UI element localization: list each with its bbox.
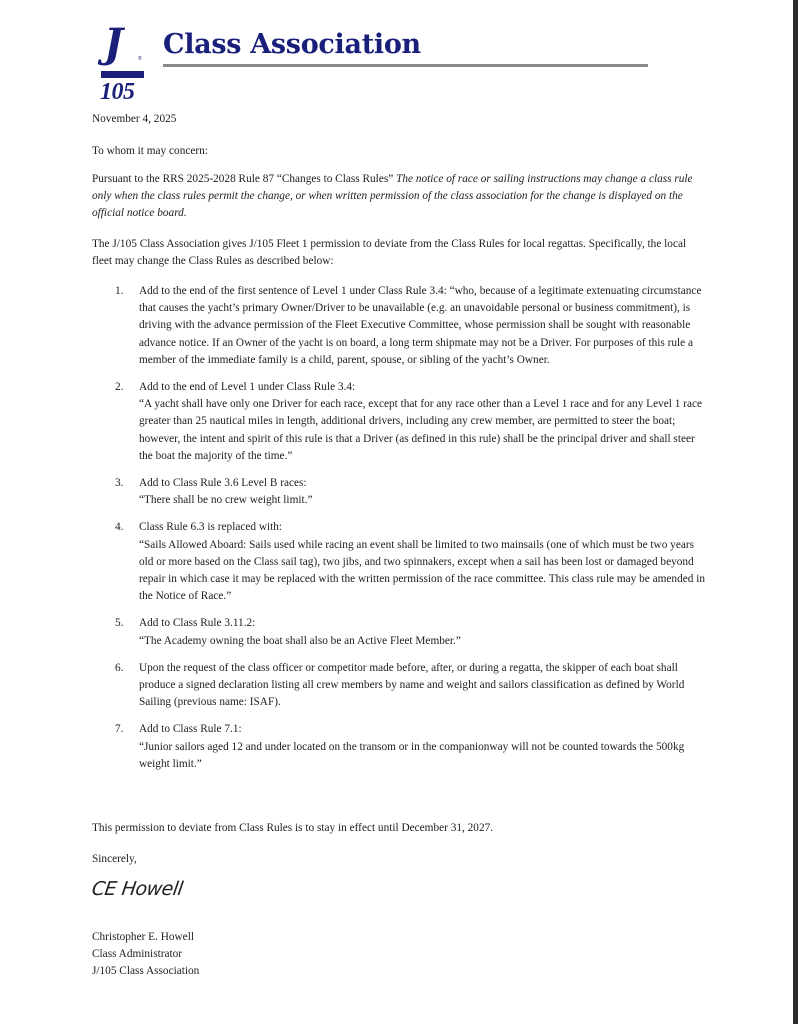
intro-rule-quote: The notice of race or sailing instructions may change a class rule only when the class rules permit the change, or when written permission of the class association for the change is displayed on the official notice board. bbox=[92, 173, 693, 219]
item-text: “The Academy owning the boat shall also be an Active Fleet Member.” bbox=[139, 634, 461, 647]
letterhead-title: Class Association bbox=[163, 29, 421, 60]
item-number: 1. bbox=[115, 285, 124, 297]
signer-organization: J/105 Class Association bbox=[92, 965, 200, 977]
item-text: “A yacht shall have only one Driver for each race, except that for any race other than a Level 1 race and for any Level 1 race greater than 25 nautical miles in length, additional drivers, including any crew member, are permitted to steer the boat; however, the intent and spirit of this rule is that a Driver (as defined in this rule) shall be the principal driver and shall steer the boat the majority of the time.” bbox=[139, 398, 702, 462]
list-item bbox=[115, 475, 705, 509]
viewer-edge-scrollbar[interactable] bbox=[793, 0, 798, 1024]
item-heading: Add to Class Rule 3.11.2: bbox=[139, 617, 256, 630]
item-number: 4. bbox=[115, 521, 124, 534]
closing-statement: This permission to deviate from Class Rules is to stay in effect until December 31, 2027. bbox=[92, 822, 494, 834]
intro-paragraph bbox=[92, 171, 702, 222]
item-heading: Upon the request of the class officer or competitor made before, after, or during a regatta, the skipper of each boat shall produce a signed declaration listing all crew members by name and weight and sailors classification as defined by World Sailing (previous name: ISAF). bbox=[139, 661, 685, 709]
list-item bbox=[115, 615, 705, 649]
item-number: 2. bbox=[115, 381, 124, 394]
letterhead-rule bbox=[163, 64, 648, 67]
item-text: “Sails Allowed Aboard: Sails used while racing an event shall be limited to two mainsails (one of which must be two years old or more based on the Class sail tag), two jibs, and two spinnakers, except when a sail has been lost or damaged beyond repair in which case it may be replaced with the written permission of the race committee. This class rule may be amended in the Notice of Race.” bbox=[139, 538, 706, 603]
item-number: 6. bbox=[115, 661, 124, 674]
logo-number: 105 bbox=[100, 79, 135, 105]
item-heading: Add to Class Rule 7.1: bbox=[139, 723, 242, 736]
list-item bbox=[115, 283, 705, 369]
j105-logo bbox=[100, 20, 146, 108]
item-text: “There shall be no crew weight limit.” bbox=[139, 494, 313, 507]
handwritten-signature: CE Howell bbox=[90, 878, 185, 900]
salutation: To whom it may concern: bbox=[92, 145, 208, 157]
item-text: “Junior sailors aged 12 and under located on the transom or in the companionway will not be counted towards the 500kg weight limit.” bbox=[139, 740, 685, 770]
item-heading: Class Rule 6.3 is replaced with: bbox=[139, 521, 283, 534]
logo-bar bbox=[101, 71, 144, 78]
item-number: 3. bbox=[115, 477, 124, 490]
item-heading: Add to the end of Level 1 under Class Rule 3.4: bbox=[139, 381, 356, 394]
item-number: 5. bbox=[115, 617, 124, 630]
signer-title: Class Administrator bbox=[92, 948, 183, 960]
intro-plain: Pursuant to the RRS 2025-2028 Rule 87 “Changes to Class Rules” bbox=[92, 173, 397, 185]
list-item bbox=[115, 519, 705, 605]
signer-name: Christopher E. Howell bbox=[92, 931, 194, 943]
registered-mark: ® bbox=[138, 56, 142, 62]
list-item bbox=[115, 660, 705, 712]
rule-changes-list bbox=[115, 283, 705, 783]
list-item bbox=[115, 379, 705, 465]
sign-off: Sincerely, bbox=[92, 853, 137, 865]
item-number: 7. bbox=[115, 723, 124, 736]
letterhead bbox=[100, 20, 660, 108]
letter-date: November 4, 2025 bbox=[92, 113, 177, 125]
logo-letter: J bbox=[104, 20, 123, 67]
list-item bbox=[115, 721, 705, 773]
item-heading: Add to Class Rule 3.6 Level B races: bbox=[139, 477, 307, 490]
item-heading: Add to the end of the first sentence of Level 1 under Class Rule 3.4: “who, because of a legitimate extenuating circumstance that causes the yacht’s primary Owner/Driver to be unavailable (e.g. an unavoidable personal or business commitment), is driving with the advance permission of the Fleet Executive Committee, whose permission shall be sought with reasonable advance notice. If an Owner of the yacht is on board, a long term shipmate may not be a Driver. For purposes of this rule a member of the immediate family is a child, parent, spouse, or sibling of the yacht’s Owner. bbox=[139, 285, 702, 366]
permission-paragraph: The J/105 Class Association gives J/105 Fleet 1 permission to deviate from the Class Rules for local regattas. Specifically, the local fleet may change the Class Rules as described below: bbox=[92, 238, 687, 267]
